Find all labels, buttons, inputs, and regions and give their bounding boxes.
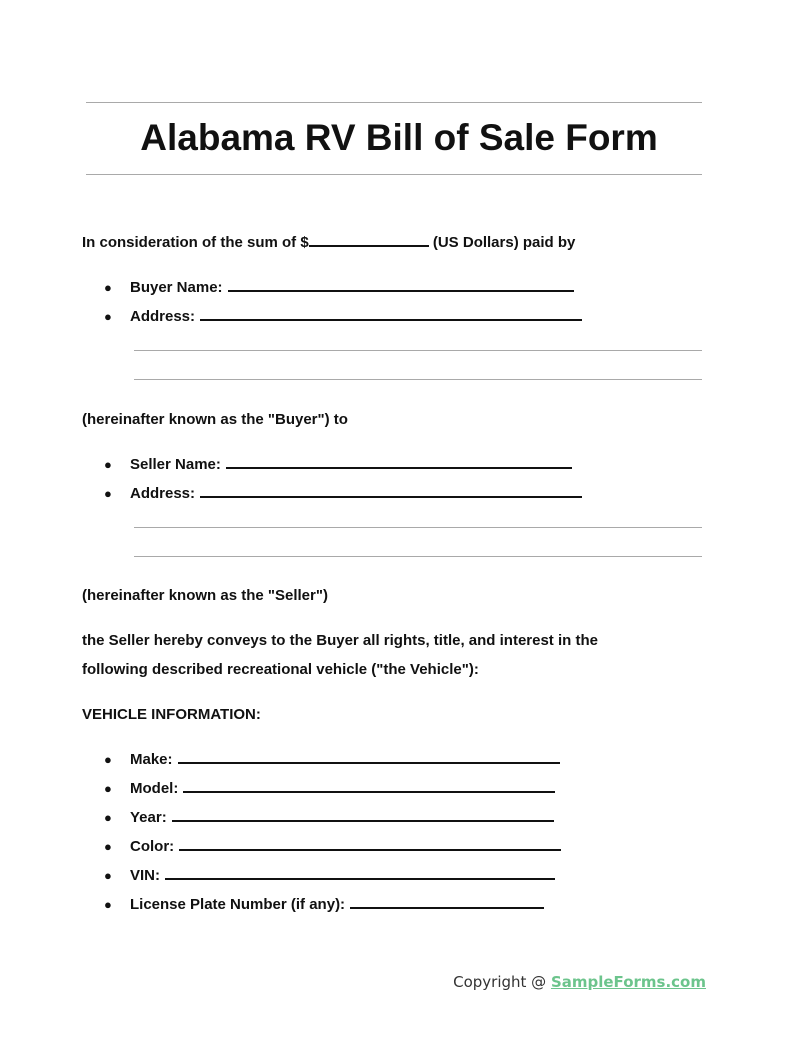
bullet-icon: ● [104,457,112,472]
vin-label: VIN: [130,867,160,884]
bullet-icon: ● [104,810,112,825]
make-field[interactable] [178,750,560,764]
list-item-seller-address [104,484,582,504]
seller-address-line-2[interactable] [134,527,702,528]
bullet-icon: ● [104,486,112,501]
model-field[interactable] [183,779,555,793]
list-item-color [104,837,561,857]
list-item-license-plate [104,895,544,915]
buyer-address-field[interactable] [200,307,582,321]
buyer-name-label: Buyer Name: [130,279,223,296]
conveyance-line-2: following described recreational vehicle ("the Vehicle"): [82,661,479,678]
buyer-address-line-2[interactable] [134,350,702,351]
bullet-icon: ● [104,309,112,324]
seller-name-field[interactable] [226,455,572,469]
list-item-year [104,808,554,828]
consideration-prefix: In consideration of the sum of $ [82,234,309,251]
make-label: Make: [130,751,173,768]
license-plate-label: License Plate Number (if any): [130,896,346,913]
year-field[interactable] [172,808,554,822]
seller-address-field[interactable] [200,484,582,498]
bullet-icon: ● [104,280,112,295]
vehicle-info-heading: VEHICLE INFORMATION: [82,706,261,723]
color-field[interactable] [179,837,561,851]
title-bottom-rule [86,174,702,175]
bullet-icon: ● [104,781,112,796]
consideration-suffix: (US Dollars) paid by [428,234,576,251]
seller-address-line-3[interactable] [134,556,702,557]
vin-field[interactable] [165,866,555,880]
seller-address-label: Address: [130,485,196,502]
consideration-line [82,233,575,253]
buyer-address-line-3[interactable] [134,379,702,380]
copyright-prefix: Copyright @ [453,973,551,991]
copyright-footer [453,972,706,992]
bullet-icon: ● [104,839,112,854]
list-item-buyer-name [104,278,574,298]
bullet-icon: ● [104,897,112,912]
buyer-name-field[interactable] [228,278,574,292]
list-item-make [104,750,560,770]
page-title: Alabama RV Bill of Sale Form [140,117,658,158]
bullet-icon: ● [104,868,112,883]
buyer-known-as: (hereinafter known as the "Buyer") to [82,411,348,428]
model-label: Model: [130,780,179,797]
color-label: Color: [130,838,175,855]
title-top-rule [86,102,702,103]
list-item-model [104,779,555,799]
year-label: Year: [130,809,167,826]
list-item-vin [104,866,555,886]
bullet-icon: ● [104,752,112,767]
seller-name-label: Seller Name: [130,456,221,473]
buyer-address-label: Address: [130,308,196,325]
conveyance-line-1: the Seller hereby conveys to the Buyer all rights, title, and interest in the [82,632,598,649]
seller-known-as: (hereinafter known as the "Seller") [82,587,328,604]
list-item-buyer-address [104,307,582,327]
license-plate-field[interactable] [350,895,544,909]
list-item-seller-name [104,455,572,475]
sampleforms-link[interactable]: SampleForms.com [550,973,706,991]
amount-blank[interactable] [309,233,429,247]
